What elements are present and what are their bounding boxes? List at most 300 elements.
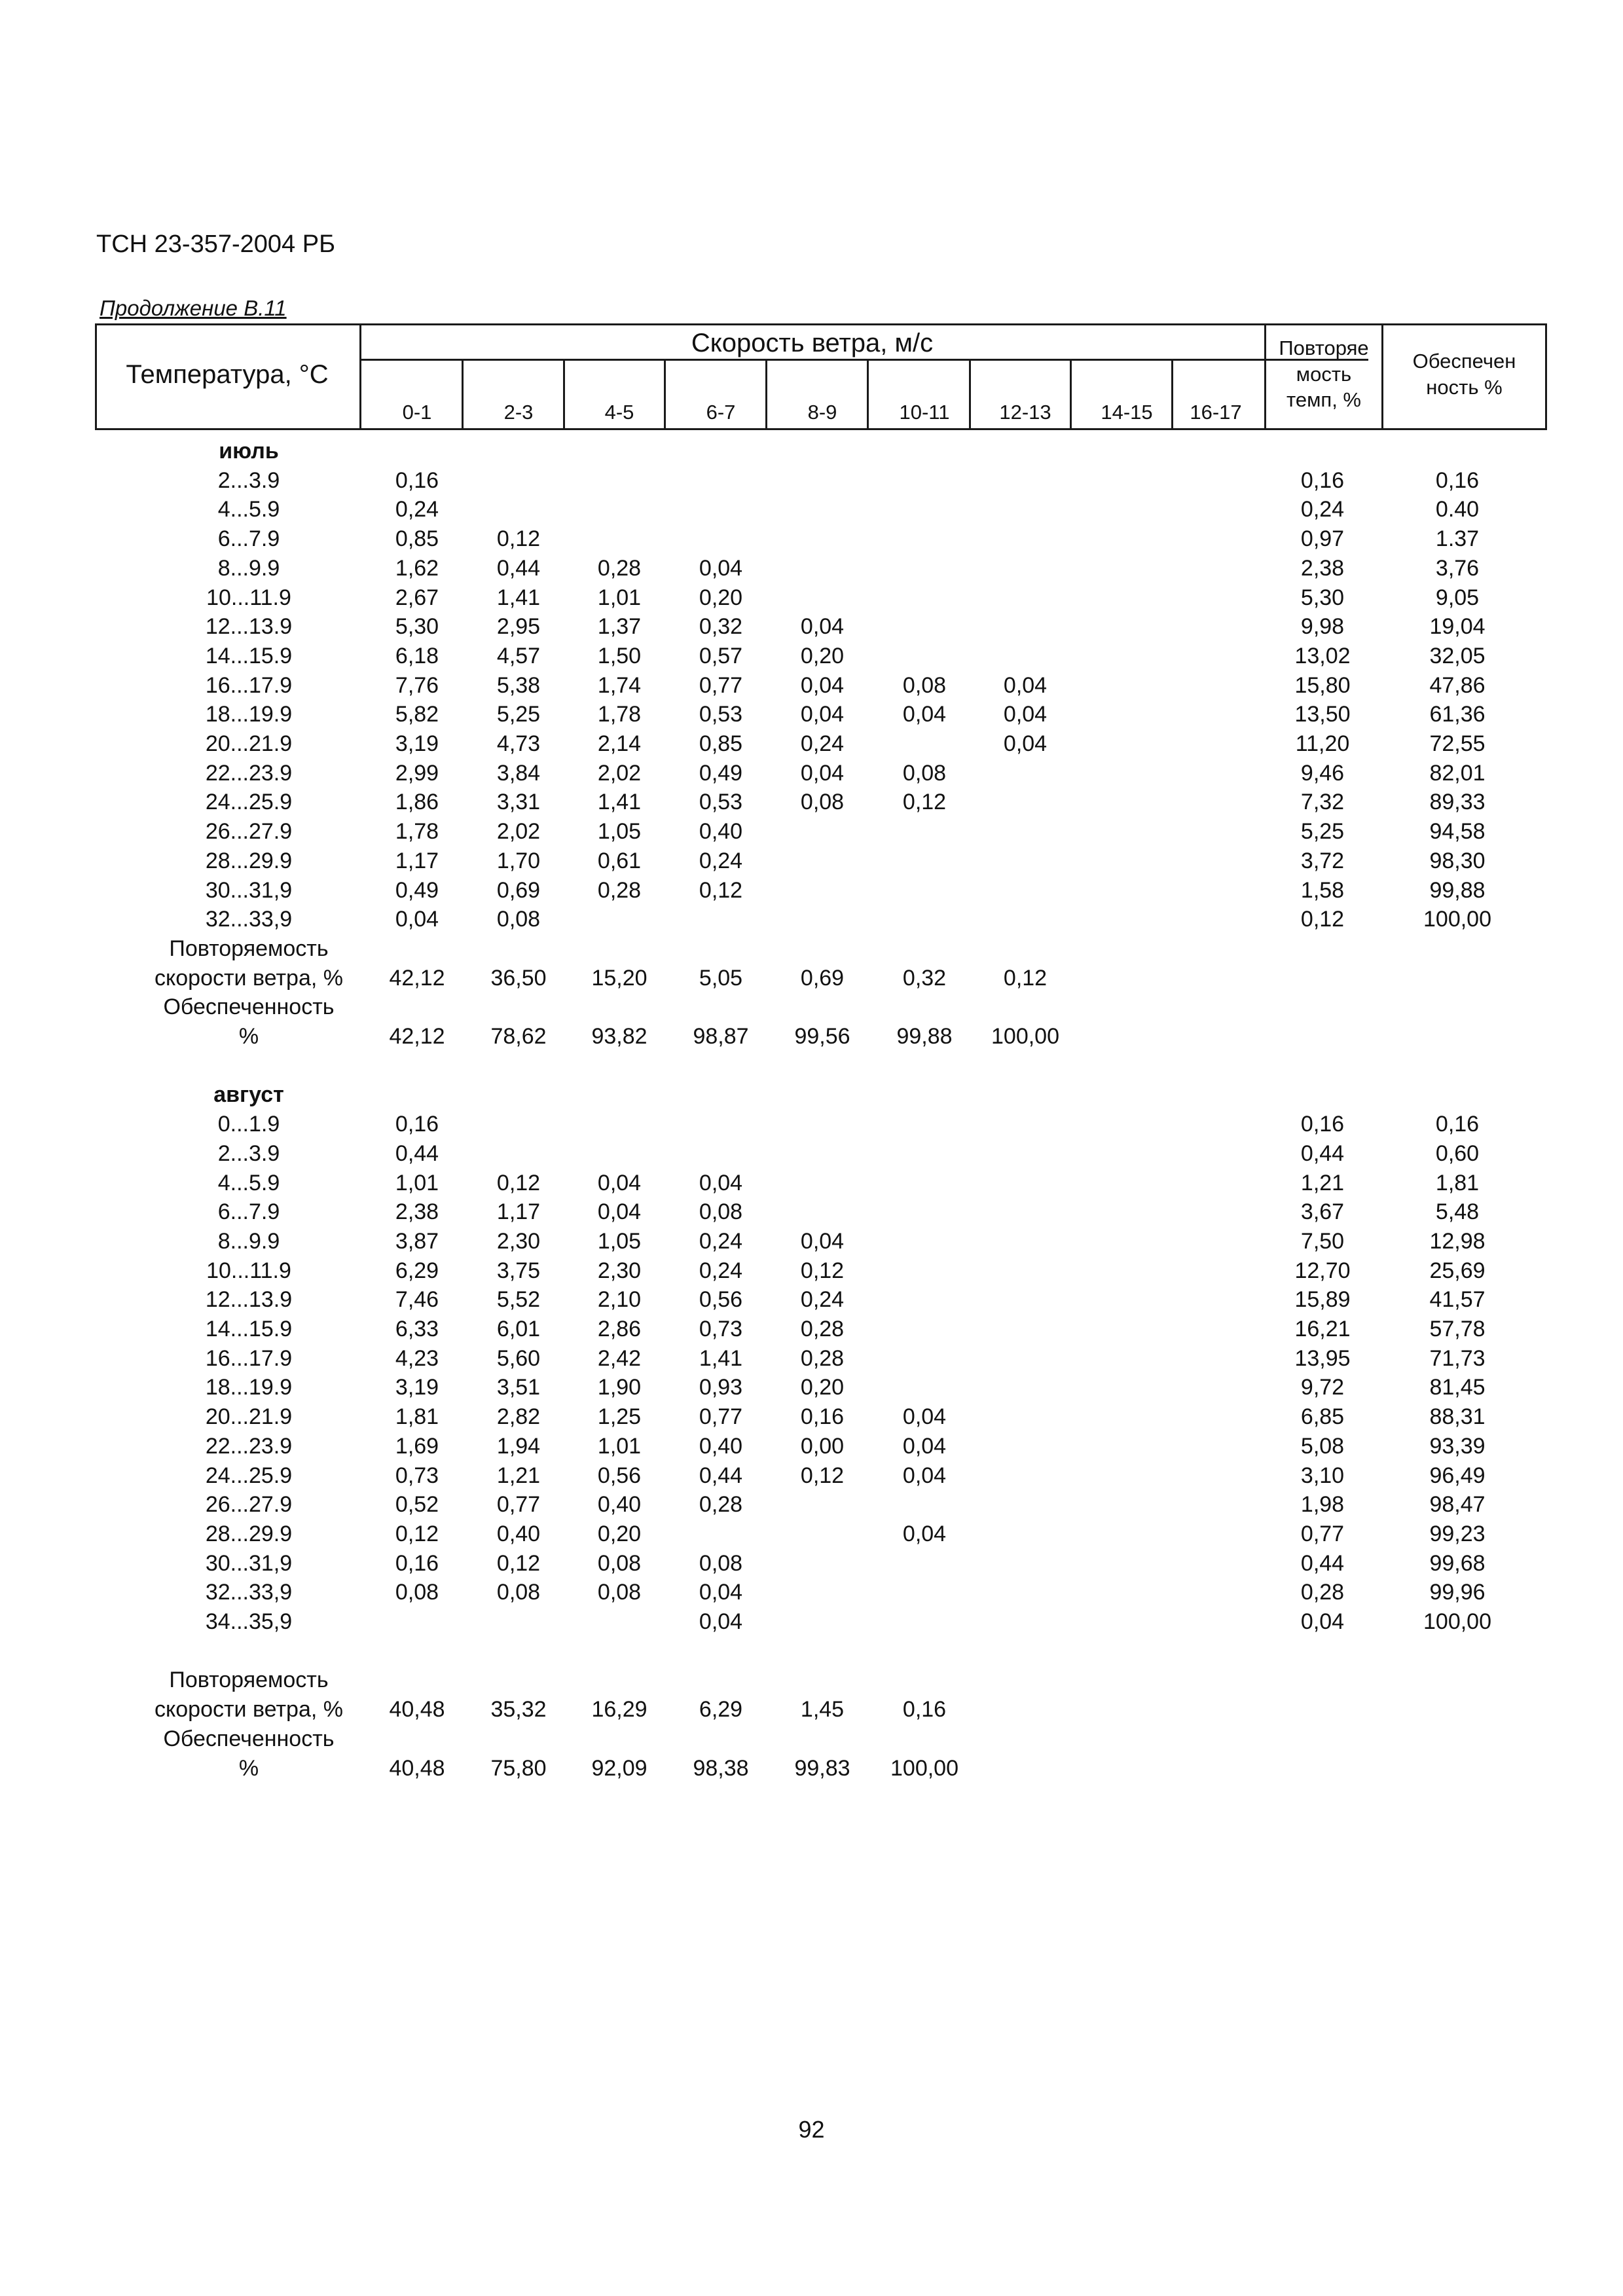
speed-column-label: 2-3 (503, 401, 534, 424)
speed-value-cell: 78,62 (490, 1024, 547, 1049)
cumulative-cell: 0,16 (1435, 467, 1480, 493)
table-row (0, 1112, 1623, 1140)
repeatability-cell: 3,10 (1300, 1463, 1345, 1488)
speed-value-cell: 0,08 (902, 672, 947, 698)
repeatability-cell: 9,72 (1300, 1375, 1345, 1400)
speed-value-cell: 0,77 (699, 672, 743, 698)
table-row (0, 1697, 1623, 1726)
speed-value-cell: 2,86 (597, 1317, 642, 1341)
temperature-cell: 34...35,9 (205, 1609, 293, 1634)
table-row (0, 526, 1623, 555)
speed-value-cell: 0,57 (699, 643, 743, 668)
speed-column-label: 12-13 (999, 401, 1051, 424)
speed-value-cell: 0,28 (597, 877, 642, 903)
table-row (0, 1346, 1623, 1375)
speed-value-cell: 3,51 (496, 1375, 541, 1400)
speed-value-cell: 1,69 (395, 1433, 439, 1459)
speed-value-cell: 0,08 (395, 1580, 439, 1605)
table-row (0, 1053, 1623, 1082)
repeatability-cell: 9,98 (1300, 614, 1345, 640)
temperature-cell: 20...21.9 (205, 731, 293, 756)
speed-value-cell: 0,04 (699, 1170, 743, 1195)
speed-value-cell: 0,16 (395, 467, 439, 493)
repeatability-cell: 16,21 (1294, 1317, 1351, 1341)
temperature-cell: скорости ветра, % (155, 965, 343, 991)
temperature-cell: 18...19.9 (205, 702, 293, 727)
repeatability-cell: 12,70 (1294, 1258, 1351, 1283)
speed-value-cell: 0,85 (395, 526, 439, 552)
cumulative-cell: 82,01 (1429, 760, 1486, 786)
cumulative-cell: 93,39 (1429, 1433, 1486, 1459)
speed-value-cell: 0,04 (800, 702, 845, 727)
table-row (0, 731, 1623, 760)
speed-value-cell: 2,42 (597, 1345, 642, 1371)
speed-value-cell: 0,56 (699, 1287, 743, 1313)
speed-value-cell: 1,78 (395, 819, 439, 845)
speed-value-cell: 0,24 (800, 731, 845, 756)
repeatability-cell: 1,98 (1300, 1492, 1345, 1518)
temperature-cell: 20...21.9 (205, 1404, 293, 1430)
speed-value-cell: 35,32 (490, 1697, 547, 1722)
speed-value-cell: 2,30 (496, 1228, 541, 1254)
speed-value-cell: 1,37 (597, 614, 642, 640)
table-row (0, 1726, 1623, 1755)
cumulative-cell: 41,57 (1429, 1287, 1486, 1313)
speed-value-cell: 98,38 (693, 1755, 749, 1781)
table-row (0, 702, 1623, 731)
cumulative-cell: 88,31 (1429, 1404, 1486, 1430)
temperature-cell: 16...17.9 (205, 672, 293, 698)
speed-value-cell: 6,18 (395, 643, 439, 668)
repeatability-cell: 0,28 (1300, 1580, 1345, 1605)
table-row (0, 1317, 1623, 1345)
table-row (0, 1522, 1623, 1550)
speed-value-cell: 0,12 (902, 790, 947, 815)
speed-value-cell: 1,74 (597, 672, 642, 698)
speed-value-cell: 36,50 (490, 965, 547, 991)
table-row (0, 1639, 1623, 1667)
speed-value-cell: 0,20 (800, 643, 845, 668)
cumulative-cell: 61,36 (1429, 702, 1486, 727)
speed-value-cell: 5,82 (395, 702, 439, 727)
cumulative-cell: 0,60 (1435, 1140, 1480, 1166)
speed-value-cell: 0,16 (902, 1697, 947, 1722)
speed-value-cell: 99,56 (794, 1024, 850, 1049)
repeatability-header-line-2: мость (1296, 362, 1352, 386)
speed-value-cell: 0,12 (800, 1258, 845, 1283)
speed-value-cell: 1,17 (395, 848, 439, 873)
speed-value-cell: 1,05 (597, 1228, 642, 1254)
cumulative-cell: 99,68 (1429, 1550, 1486, 1576)
table-row (0, 848, 1623, 877)
speed-value-cell: 0,40 (699, 819, 743, 845)
speed-value-cell: 1,70 (496, 848, 541, 873)
speed-value-cell: 0,04 (395, 907, 439, 932)
speed-value-cell: 2,67 (395, 585, 439, 610)
speed-value-cell: 2,82 (496, 1404, 541, 1430)
table-row (0, 1492, 1623, 1521)
speed-value-cell: 1,01 (597, 1433, 642, 1459)
speed-value-cell: 2,10 (597, 1287, 642, 1313)
table-row (0, 1287, 1623, 1316)
speed-value-cell: 93,82 (591, 1024, 647, 1049)
repeatability-cell: 0,77 (1300, 1521, 1345, 1546)
speed-value-cell: 1,90 (597, 1375, 642, 1400)
repeatability-cell: 1,58 (1300, 877, 1345, 903)
speed-value-cell: 0,93 (699, 1375, 743, 1400)
speed-value-cell: 0,85 (699, 731, 743, 756)
repeatability-cell: 0,97 (1300, 526, 1345, 552)
temperature-cell: 10...11.9 (206, 585, 291, 610)
speed-value-cell: 0,49 (395, 877, 439, 903)
temperature-cell: % (238, 1755, 259, 1781)
speed-value-cell: 0,28 (699, 1492, 743, 1518)
speed-column-label: 16-17 (1190, 401, 1242, 424)
temperature-cell: 28...29.9 (205, 1521, 293, 1546)
table-row (0, 907, 1623, 936)
page-number: 92 (798, 2116, 825, 2143)
temperature-cell: 30...31,9 (205, 1550, 293, 1576)
speed-value-cell: 2,02 (496, 819, 541, 845)
repeatability-cell: 0,16 (1300, 1112, 1345, 1137)
cumulative-cell: 1,81 (1435, 1170, 1480, 1195)
speed-value-cell: 7,46 (395, 1287, 439, 1313)
cumulative-cell: 12,98 (1429, 1228, 1486, 1254)
speed-value-cell: 0,08 (597, 1580, 642, 1605)
temperature-cell: Обеспеченность (163, 994, 335, 1020)
speed-value-cell: 0,04 (699, 555, 743, 581)
table-row (0, 1199, 1623, 1228)
cumulative-cell: 96,49 (1429, 1463, 1486, 1488)
speed-value-cell: 0,04 (800, 1228, 845, 1254)
repeatability-cell: 2,38 (1300, 555, 1345, 581)
speed-value-cell: 0,77 (699, 1404, 743, 1430)
speed-value-cell: 0,24 (699, 1258, 743, 1283)
temperature-cell: 6...7.9 (217, 526, 280, 552)
temperature-cell: 10...11.9 (206, 1258, 291, 1283)
speed-value-cell: 75,80 (490, 1755, 547, 1781)
speed-value-cell: 1,17 (496, 1199, 541, 1225)
speed-value-cell: 0,04 (699, 1580, 743, 1605)
speed-value-cell: 0,12 (496, 1550, 541, 1576)
table-row (0, 1580, 1623, 1609)
cumulative-cell: 100,00 (1423, 907, 1491, 932)
cumulative-cell: 32,05 (1429, 643, 1486, 668)
repeatability-cell: 15,89 (1294, 1287, 1351, 1313)
speed-value-cell: 6,33 (395, 1317, 439, 1341)
table-row (0, 556, 1623, 585)
speed-value-cell: 0,04 (597, 1170, 642, 1195)
speed-column-label: 4-5 (604, 401, 634, 424)
speed-value-cell: 15,20 (591, 965, 647, 991)
temperature-cell: 12...13.9 (205, 1287, 293, 1313)
speed-value-cell: 1,05 (597, 819, 642, 845)
table-row (0, 878, 1623, 907)
cumulative-cell: 0.40 (1435, 497, 1480, 522)
speed-value-cell: 1,01 (597, 585, 642, 610)
speed-value-cell: 1,62 (395, 555, 439, 581)
speed-value-cell: 0,40 (496, 1521, 541, 1546)
speed-column-label: 0-1 (402, 401, 432, 424)
speed-column-label: 10-11 (899, 401, 950, 424)
speed-value-cell: 0,04 (1003, 672, 1048, 698)
speed-value-cell: 0,24 (395, 497, 439, 522)
speed-value-cell: 0,12 (496, 526, 541, 552)
speed-value-cell: 6,29 (395, 1258, 439, 1283)
speed-value-cell: 6,29 (699, 1697, 743, 1722)
speed-value-cell: 98,87 (693, 1024, 749, 1049)
speed-value-cell: 0,69 (496, 877, 541, 903)
temperature-cell: 26...27.9 (205, 819, 293, 845)
temperature-cell: 22...23.9 (205, 1433, 293, 1459)
table-row (0, 1667, 1623, 1696)
repeatability-cell: 5,08 (1300, 1433, 1345, 1459)
repeatability-cell: 3,67 (1300, 1199, 1345, 1225)
temperature-cell: % (238, 1024, 259, 1049)
speed-value-cell: 0,24 (699, 1228, 743, 1254)
temperature-header: Температура, °C (126, 360, 329, 389)
speed-value-cell: 1,81 (395, 1404, 439, 1430)
speed-value-cell: 3,19 (395, 731, 439, 756)
speed-value-cell: 2,99 (395, 760, 439, 786)
cumulative-cell: 99,96 (1429, 1580, 1486, 1605)
speed-value-cell: 0,04 (699, 1609, 743, 1634)
speed-value-cell: 1,78 (597, 702, 642, 727)
speed-value-cell: 0,32 (902, 965, 947, 991)
speed-value-cell: 42,12 (389, 965, 445, 991)
cumulative-cell: 94,58 (1429, 819, 1486, 845)
speed-value-cell: 0,44 (699, 1463, 743, 1488)
speed-value-cell: 0,04 (902, 1521, 947, 1546)
speed-value-cell: 5,25 (496, 702, 541, 727)
table-row (0, 1463, 1623, 1492)
table-row (0, 1141, 1623, 1170)
speed-value-cell: 40,48 (389, 1697, 445, 1722)
table-row (0, 644, 1623, 672)
cumulative-cell: 25,69 (1429, 1258, 1486, 1283)
repeatability-cell: 0,04 (1300, 1609, 1345, 1634)
cumulative-cell: 100,00 (1423, 1609, 1491, 1634)
speed-column-label: 6-7 (706, 401, 736, 424)
speed-value-cell: 0,53 (699, 790, 743, 815)
speed-value-cell: 92,09 (591, 1755, 647, 1781)
speed-value-cell: 0,08 (496, 907, 541, 932)
speed-value-cell: 5,60 (496, 1345, 541, 1371)
speed-value-cell: 0,12 (496, 1170, 541, 1195)
table-row (0, 1171, 1623, 1199)
repeatability-cell: 11,20 (1295, 731, 1350, 756)
repeatability-cell: 1,21 (1300, 1170, 1345, 1195)
speed-value-cell: 2,95 (496, 614, 541, 640)
speed-value-cell: 0,24 (699, 848, 743, 873)
temperature-cell: 26...27.9 (205, 1492, 293, 1518)
cumulative-cell: 89,33 (1429, 790, 1486, 815)
repeatability-cell: 0,44 (1300, 1140, 1345, 1166)
temperature-cell: 6...7.9 (217, 1199, 280, 1225)
speed-value-cell: 0,04 (800, 614, 845, 640)
speed-value-cell: 5,38 (496, 672, 541, 698)
speed-value-cell: 5,52 (496, 1287, 541, 1313)
repeatability-cell: 13,95 (1294, 1345, 1351, 1371)
speed-value-cell: 42,12 (389, 1024, 445, 1049)
speed-value-cell: 0,69 (800, 965, 845, 991)
speed-value-cell: 0,77 (496, 1492, 541, 1518)
table-row (0, 1434, 1623, 1463)
repeatability-cell: 0,24 (1300, 497, 1345, 522)
repeatability-cell: 13,02 (1294, 643, 1351, 668)
temperature-cell: 12...13.9 (205, 614, 293, 640)
temperature-cell: Повторяемость (169, 1667, 329, 1693)
temperature-cell: 24...25.9 (205, 790, 293, 815)
table-row (0, 761, 1623, 790)
month-section-row (0, 1082, 1623, 1111)
speed-value-cell: 0,04 (800, 672, 845, 698)
repeatability-header-line-3: темп, % (1286, 388, 1361, 412)
speed-value-cell: 0,12 (1003, 965, 1048, 991)
table-caption: Продолжение В.11 (100, 296, 287, 320)
cumulative-header-line-1: Обеспечен (1412, 350, 1516, 373)
repeatability-cell: 13,50 (1294, 702, 1351, 727)
speed-value-cell: 0,08 (597, 1550, 642, 1576)
speed-value-cell: 3,19 (395, 1375, 439, 1400)
temperature-cell: 8...9.9 (217, 1228, 280, 1254)
speed-value-cell: 0,40 (597, 1492, 642, 1518)
speed-value-cell: 0,52 (395, 1492, 439, 1518)
repeatability-cell: 3,72 (1300, 848, 1345, 873)
table-row (0, 673, 1623, 702)
speed-value-cell: 0,16 (395, 1550, 439, 1576)
speed-value-cell: 0,49 (699, 760, 743, 786)
speed-value-cell: 0,08 (800, 790, 845, 815)
speed-value-cell: 0,16 (800, 1404, 845, 1430)
speed-value-cell: 0,08 (699, 1199, 743, 1225)
speed-value-cell: 0,28 (597, 555, 642, 581)
temperature-cell: 2...3.9 (217, 467, 280, 493)
table-row (0, 1258, 1623, 1287)
temperature-cell: 30...31,9 (205, 877, 293, 903)
speed-value-cell: 4,23 (395, 1345, 439, 1371)
table-row (0, 790, 1623, 818)
speed-value-cell: 2,38 (395, 1199, 439, 1225)
speed-value-cell: 2,02 (597, 760, 642, 786)
speed-value-cell: 0,04 (1003, 731, 1048, 756)
cumulative-cell: 0,16 (1435, 1112, 1480, 1137)
speed-value-cell: 40,48 (389, 1755, 445, 1781)
cumulative-cell: 71,73 (1429, 1345, 1486, 1371)
repeatability-cell: 5,25 (1300, 819, 1345, 845)
table-row (0, 1551, 1623, 1580)
wind-speed-header: Скорость ветра, м/с (691, 329, 934, 357)
temperature-cell: 4...5.9 (217, 497, 280, 522)
temperature-cell: Обеспеченность (163, 1726, 335, 1751)
speed-value-cell: 0,04 (902, 702, 947, 727)
speed-value-cell: 1,41 (597, 790, 642, 815)
temperature-cell: 14...15.9 (205, 1317, 293, 1341)
speed-value-cell: 0,20 (597, 1521, 642, 1546)
cumulative-cell: 98,47 (1429, 1492, 1486, 1518)
speed-value-cell: 1,41 (699, 1345, 743, 1371)
speed-value-cell: 0,04 (597, 1199, 642, 1225)
table-row (0, 1375, 1623, 1404)
speed-value-cell: 0,04 (902, 1433, 947, 1459)
cumulative-cell: 5,48 (1435, 1199, 1480, 1225)
cumulative-cell: 72,55 (1429, 731, 1486, 756)
repeatability-cell: 6,85 (1300, 1404, 1345, 1430)
table-row (0, 994, 1623, 1023)
speed-value-cell: 0,73 (395, 1463, 439, 1488)
speed-value-cell: 100,00 (890, 1755, 958, 1781)
speed-column-label: 14-15 (1101, 401, 1153, 424)
speed-value-cell: 0,53 (699, 702, 743, 727)
speed-value-cell: 0,12 (699, 877, 743, 903)
cumulative-cell: 9,05 (1435, 585, 1480, 610)
temperature-cell: 4...5.9 (217, 1170, 280, 1195)
cumulative-cell: 1.37 (1435, 526, 1480, 552)
speed-value-cell: 3,84 (496, 760, 541, 786)
speed-value-cell: 0,08 (699, 1550, 743, 1576)
speed-value-cell: 0,28 (800, 1345, 845, 1371)
speed-value-cell: 1,86 (395, 790, 439, 815)
cumulative-cell: 98,30 (1429, 848, 1486, 873)
temperature-cell: 22...23.9 (205, 760, 293, 786)
speed-value-cell: 100,00 (991, 1024, 1059, 1049)
table-row (0, 1024, 1623, 1053)
document-code: ТСН 23-357-2004 РБ (96, 230, 336, 258)
speed-value-cell: 5,05 (699, 965, 743, 991)
speed-value-cell: 2,30 (597, 1258, 642, 1283)
cumulative-cell: 47,86 (1429, 672, 1486, 698)
speed-value-cell: 0,12 (800, 1463, 845, 1488)
speed-value-cell: 0,04 (902, 1463, 947, 1488)
cumulative-cell: 99,88 (1429, 877, 1486, 903)
table-row (0, 936, 1623, 965)
cumulative-cell: 81,45 (1429, 1375, 1486, 1400)
speed-value-cell: 1,94 (496, 1433, 541, 1459)
table-row (0, 1609, 1623, 1638)
speed-value-cell: 0,08 (902, 760, 947, 786)
repeatability-cell: 15,80 (1294, 672, 1351, 698)
temperature-cell: август (213, 1082, 284, 1108)
speed-value-cell: 99,83 (794, 1755, 850, 1781)
cumulative-cell: 3,76 (1435, 555, 1480, 581)
table-row (0, 614, 1623, 643)
table-row (0, 585, 1623, 614)
table-row (0, 1229, 1623, 1258)
speed-value-cell: 5,30 (395, 614, 439, 640)
speed-value-cell: 0,61 (597, 848, 642, 873)
temperature-cell: 2...3.9 (217, 1140, 280, 1166)
speed-value-cell: 99,88 (896, 1024, 953, 1049)
repeatability-cell: 0,12 (1300, 907, 1345, 932)
temperature-cell: 28...29.9 (205, 848, 293, 873)
repeatability-cell: 0,16 (1300, 467, 1345, 493)
speed-value-cell: 0,56 (597, 1463, 642, 1488)
temperature-cell: скорости ветра, % (155, 1697, 343, 1722)
table-row (0, 966, 1623, 994)
temperature-cell: 16...17.9 (205, 1345, 293, 1371)
speed-value-cell: 0,20 (800, 1375, 845, 1400)
temperature-cell: 32...33,9 (205, 907, 293, 932)
cumulative-cell: 99,23 (1429, 1521, 1486, 1546)
speed-value-cell: 3,87 (395, 1228, 439, 1254)
cumulative-cell: 57,78 (1429, 1317, 1486, 1341)
speed-value-cell: 0,08 (496, 1580, 541, 1605)
speed-value-cell: 1,41 (496, 585, 541, 610)
repeatability-cell: 9,46 (1300, 760, 1345, 786)
speed-value-cell: 0,12 (395, 1521, 439, 1546)
repeatability-header-line-1: Повторяе (1279, 337, 1369, 359)
speed-value-cell: 0,44 (395, 1140, 439, 1166)
